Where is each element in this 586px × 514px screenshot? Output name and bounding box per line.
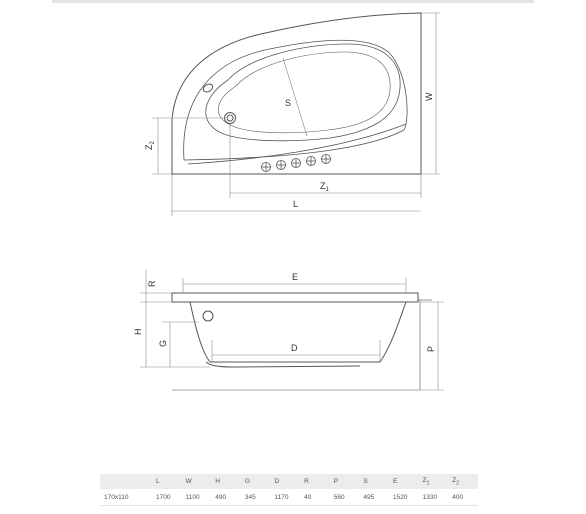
table-header-row: [100, 474, 478, 489]
cell-l: 1700: [152, 489, 182, 506]
label-z2: $Z_2$: [144, 141, 156, 150]
cell-w: 1100: [182, 489, 212, 506]
jet-3: [292, 159, 301, 168]
label-d: D: [291, 343, 298, 353]
overflow-hole: [202, 82, 214, 93]
header-z1: $Z_1$: [419, 474, 449, 489]
label-h: H: [133, 328, 143, 335]
top-view-dimensions: [152, 13, 440, 216]
header-d: D: [271, 474, 301, 489]
cell-p: 560: [330, 489, 360, 506]
header-z2: $Z_2$: [448, 474, 478, 489]
table-row: [100, 489, 478, 506]
tub-outline-top: [172, 13, 421, 174]
label-r: R: [147, 280, 157, 287]
dim-s-line: [283, 58, 307, 136]
jet-1: [262, 163, 271, 172]
header-g: G: [241, 474, 271, 489]
cell-s: 495: [359, 489, 389, 506]
cell-z1: 1330: [419, 489, 449, 506]
header-h: H: [211, 474, 241, 489]
tub-body-side: [190, 302, 406, 362]
cell-z2: 400: [448, 489, 478, 506]
label-l: L: [293, 199, 299, 209]
massage-jets: [262, 155, 331, 172]
tub-rim-inner: [184, 40, 407, 160]
header-model: [100, 474, 152, 489]
drain-inner: [227, 115, 233, 121]
header-p: P: [330, 474, 360, 489]
overflow-side: [203, 311, 213, 321]
cell-e: 1520: [389, 489, 419, 506]
rim-sweep: [188, 124, 406, 164]
jet-4: [307, 157, 316, 166]
cell-d: 1170: [271, 489, 301, 506]
label-e: E: [292, 272, 299, 282]
label-s: S: [285, 98, 292, 108]
top-view-labels: [144, 92, 434, 209]
label-g: G: [158, 339, 168, 347]
header-e: E: [389, 474, 419, 489]
side-view-dimensions: [140, 270, 444, 390]
drain-outer: [225, 113, 236, 124]
jet-2: [277, 161, 286, 170]
header-w: W: [182, 474, 212, 489]
basin-inner-contour: [218, 52, 390, 133]
tub-rim-side: [172, 293, 418, 302]
dimensions-table: [100, 474, 478, 506]
label-w: W: [424, 92, 434, 101]
header-l: L: [152, 474, 182, 489]
header-s: S: [359, 474, 389, 489]
cell-model: 170x110: [100, 489, 152, 506]
top-view: [172, 13, 421, 174]
cell-g: 345: [241, 489, 271, 506]
cell-h: 490: [211, 489, 241, 506]
label-z1: $Z_1$: [320, 181, 329, 193]
side-view: [172, 293, 432, 390]
tub-bottom-side: [206, 362, 360, 367]
cell-r: 40: [300, 489, 330, 506]
basin-outline: [206, 44, 400, 141]
label-p: P: [426, 345, 436, 352]
jet-5: [322, 155, 331, 164]
header-r: R: [300, 474, 330, 489]
